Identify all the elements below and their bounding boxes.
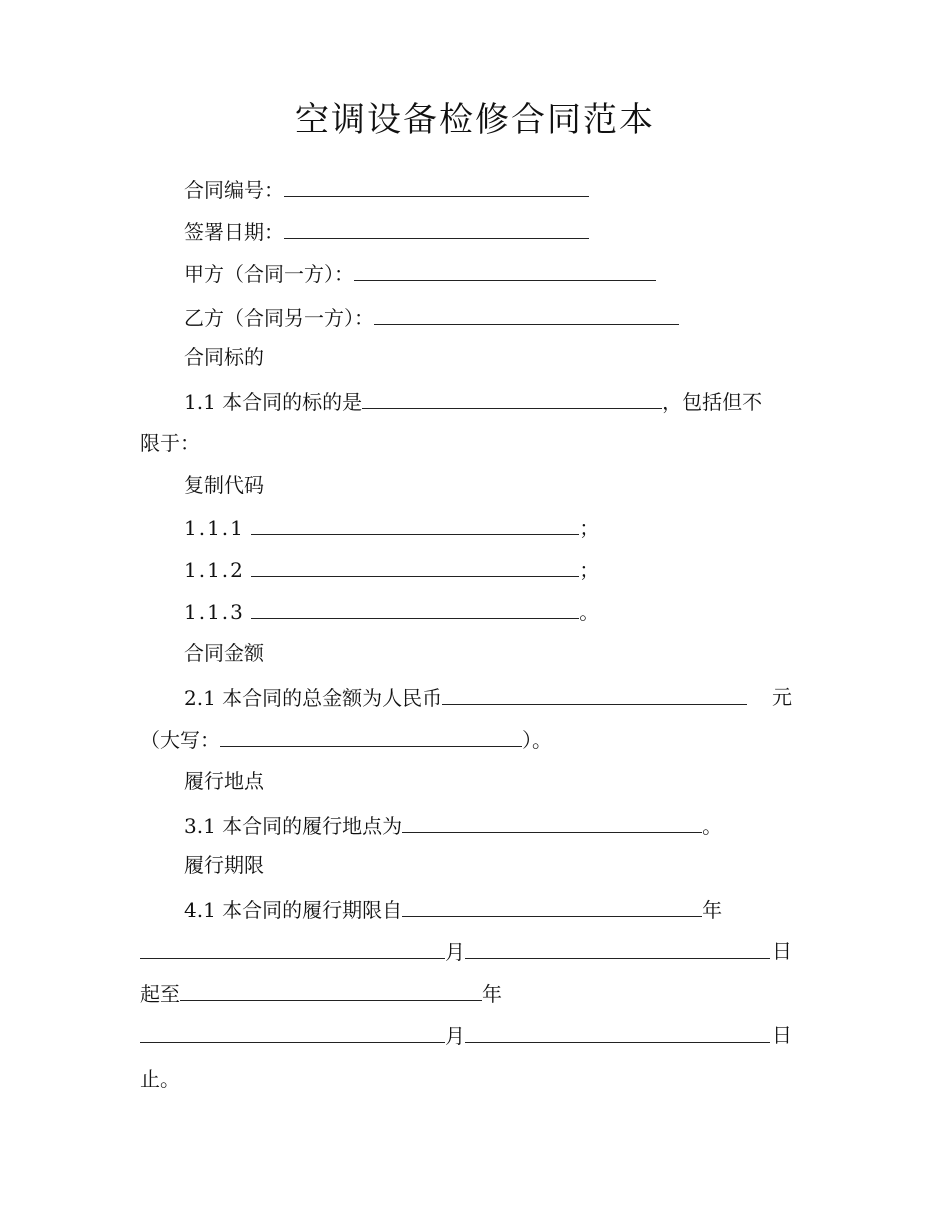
clause-3-1-punct: 。: [702, 814, 723, 838]
party-b-blank[interactable]: [374, 302, 679, 325]
party-a-blank[interactable]: [354, 258, 656, 281]
contract-number-label: 合同编号：: [184, 178, 284, 202]
clause-4-1-start-year-blank[interactable]: [402, 894, 702, 917]
end-year-line: [140, 978, 502, 1009]
clause-1-1: [184, 386, 762, 417]
clause-1-1-3: [184, 596, 599, 627]
clause-1-1-1: [184, 512, 599, 543]
clause-1-1-2-punct: ；: [579, 558, 600, 582]
end-month-label: 月: [445, 1024, 465, 1048]
sign-date-blank[interactable]: [284, 216, 589, 239]
end-day-label: 日: [772, 1023, 792, 1047]
day-label: 日: [772, 939, 792, 963]
clause-1-1-suffix: ，包括但不: [662, 390, 763, 414]
clause-2-1-yuan: 元: [772, 685, 792, 709]
section-4-heading: 履行期限: [184, 853, 264, 877]
year-label: 年: [702, 898, 723, 922]
clause-1-1-1-blank[interactable]: [251, 512, 579, 535]
clause-1-1-2-blank[interactable]: [251, 554, 579, 577]
section-2-heading: 合同金额: [184, 641, 264, 665]
clause-3-1: [184, 810, 722, 841]
clause-1-1-2: [184, 554, 599, 585]
party-b-label: 乙方（合同另一方）：: [184, 306, 374, 330]
party-a-line: [184, 258, 656, 289]
end-year-label: 年: [482, 982, 502, 1006]
sign-date-label: 签署日期：: [184, 220, 284, 244]
clause-1-1-3-blank[interactable]: [251, 596, 579, 619]
clause-2-1: [184, 682, 747, 713]
clause-4-1-text: 4.1 本合同的履行期限自: [184, 898, 403, 922]
zhi-label: 止。: [140, 1067, 180, 1091]
party-b-line: [184, 302, 679, 333]
clause-1-1-1-number: 1.1.1: [184, 516, 245, 540]
section-3-heading: 履行地点: [184, 769, 264, 793]
clause-1-1-text: 1.1 本合同的标的是: [184, 390, 363, 414]
start-month-blank[interactable]: [140, 936, 445, 959]
qizhi-label: 起至: [140, 982, 180, 1006]
clause-2-1-daxie-label: （大写：: [140, 728, 220, 752]
clause-2-1-daxie: [140, 724, 552, 755]
copy-code-label: 复制代码: [184, 473, 264, 497]
clause-2-1-amount-blank[interactable]: [442, 682, 747, 705]
clause-2-1-text: 2.1 本合同的总金额为人民币: [184, 686, 443, 710]
sign-date-line: [184, 216, 589, 247]
page-title: 空调设备检修合同范本: [295, 100, 655, 140]
end-month-blank[interactable]: [140, 1020, 445, 1043]
clause-1-1-3-number: 1.1.3: [184, 600, 245, 624]
end-year-blank[interactable]: [180, 978, 482, 1001]
clause-3-1-text: 3.1 本合同的履行地点为: [184, 814, 403, 838]
clause-3-1-blank[interactable]: [402, 810, 702, 833]
clause-1-1-3-punct: 。: [579, 600, 600, 624]
clause-2-1-daxie-blank[interactable]: [220, 724, 522, 747]
clause-1-1-continuation: 限于：: [140, 431, 200, 455]
contract-number-line: [184, 174, 589, 205]
clause-1-1-1-punct: ；: [579, 516, 600, 540]
clause-2-1-close: ）。: [522, 728, 552, 752]
start-day-blank[interactable]: [465, 936, 770, 959]
end-month-day-line: [140, 1020, 770, 1051]
section-1-heading: 合同标的: [184, 345, 264, 369]
clause-1-1-blank[interactable]: [362, 386, 662, 409]
end-day-blank[interactable]: [465, 1020, 770, 1043]
clause-1-1-2-number: 1.1.2: [184, 558, 245, 582]
party-a-label: 甲方（合同一方）：: [184, 262, 354, 286]
contract-number-blank[interactable]: [284, 174, 589, 197]
clause-4-1: [184, 894, 722, 925]
month-label: 月: [445, 940, 465, 964]
start-month-day-line: [140, 936, 770, 967]
